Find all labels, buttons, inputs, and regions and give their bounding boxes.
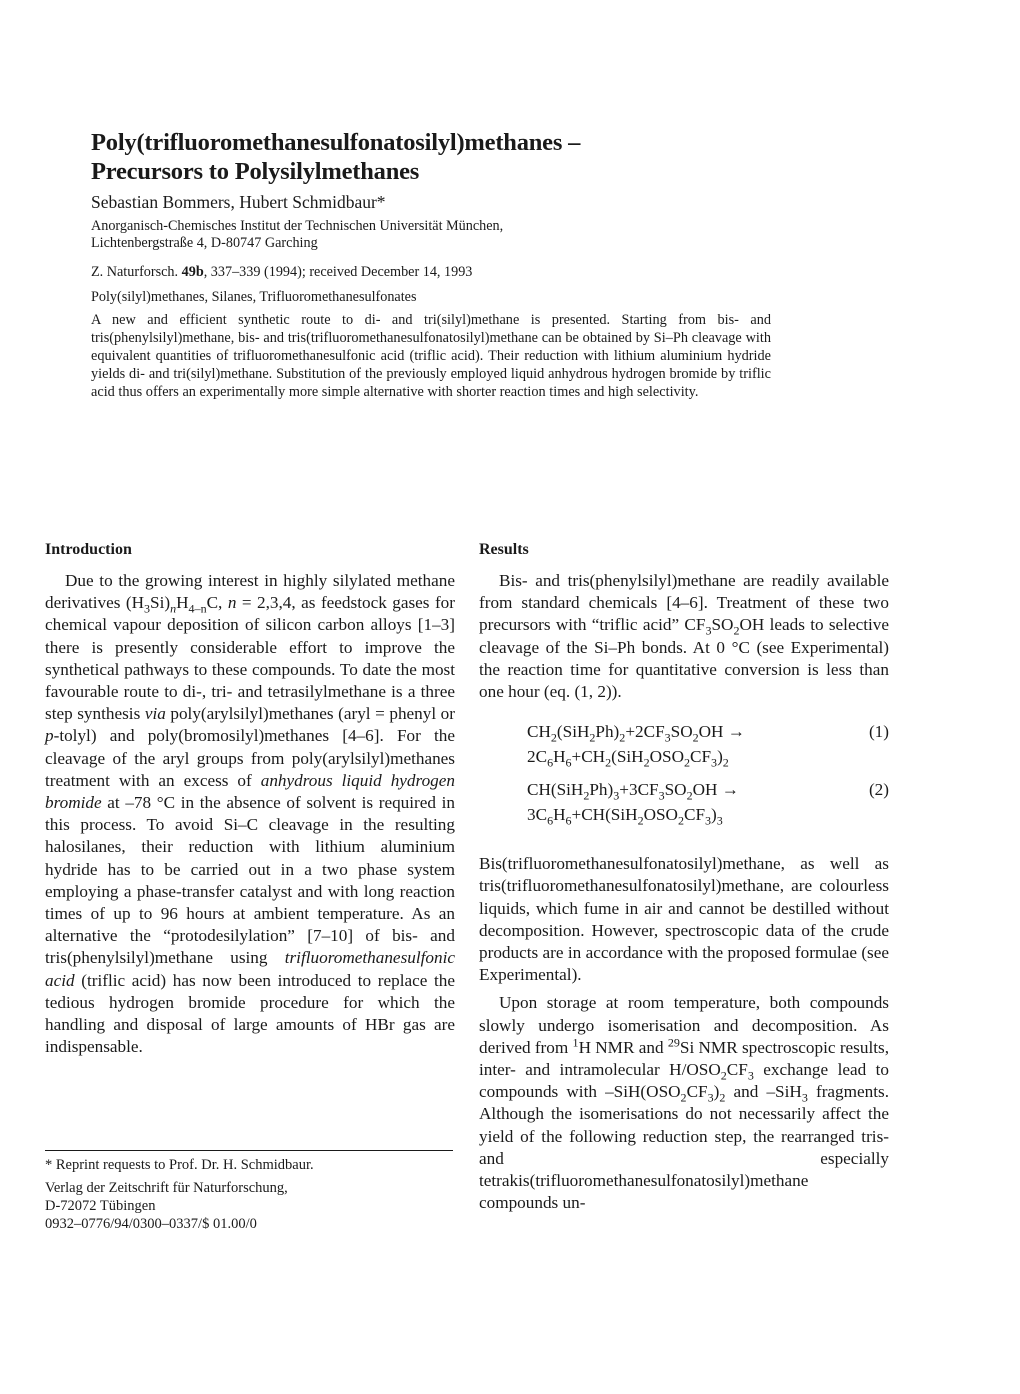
intro-text-6: poly(arylsilyl)methanes (aryl = phenyl or (165, 704, 455, 724)
intro-text-1: Due to the growing interest in highly silylated methane derivatives (H (45, 571, 455, 613)
results-column (479, 540, 889, 1214)
results-p3-d: CF (726, 1060, 748, 1080)
abstract: A new and efficient synthetic route to di- and tri(silyl)methane is presented. Starting from bis- and tris(phenylsilyl)methane, bis- and tris(trifluoromethanesulfonatosilyl)methane can be obtained by Si–Ph cleavage with equivalent quantities of trifluoromethanesulfonic acid (triflic acid). Their reduction with lithium aluminium hydride yields di- and tri(silyl)methane. Substitution of the previously employed liquid anhydrous hydrogen bromide by triflic acid thus offers an experimentally more simple alternative with shorter reaction times and high selectivity. (91, 312, 771, 400)
results-text-1: Bis- and tris(phenylsilyl)methane are readily available from standard chemicals [4–6]. Treatment of these two precursors with “triflic acid” CF (479, 571, 889, 635)
title-line-2: Precursors to Polysilylmethanes (91, 158, 420, 185)
citation-volume: 49b (181, 264, 204, 280)
results-p3-f: CF (686, 1082, 708, 1102)
intro-italic-via: via (144, 704, 166, 724)
introduction-heading: Introduction (45, 541, 132, 558)
footnote-publisher-1: Verlag der Zeitschrift für Naturforschung, (45, 1180, 288, 1196)
footnote-rule (45, 1150, 453, 1151)
results-p3-sub3b: 3 (707, 1090, 714, 1105)
intro-text-3: H (176, 593, 189, 613)
intro-sub-n-italic: n (170, 601, 177, 616)
results-p3-sub2a: 2 (720, 1068, 727, 1083)
intro-italic-n: n (227, 593, 237, 613)
intro-sub-3: 3 (144, 601, 151, 616)
results-p3-sub3c: 3 (801, 1090, 808, 1105)
affiliation (91, 218, 503, 252)
eq2-lhs-formula: $CH(SiH_2Ph)_3+3CF_3SO_2OH$ → (527, 780, 739, 803)
results-text-3: OH leads to selective cleavage of the Si–Ph bonds. At 0 °C (see Experimental) the reaction time for quantitative conversion is less than one hour (eq. (1, 2)). (479, 615, 889, 702)
footnote-publisher-2: D-72072 Tübingen (45, 1198, 156, 1214)
results-p3-a: Upon storage at room temperature, both compounds slowly undergo isomerisation and decomposition. As derived from (479, 993, 889, 1057)
results-p3-b: H NMR and (578, 1037, 668, 1057)
title-line-1: Poly(trifluoromethanesulfonatosilyl)methanes – (91, 129, 581, 156)
footnote-code: 0932–0776/94/0300–0337/$ 01.00/0 (45, 1216, 257, 1232)
authors: Sebastian Bommers, Hubert Schmidbaur* (91, 192, 386, 212)
results-p3-e: exchange lead to compounds with –SiH(OSO (479, 1060, 889, 1102)
intro-italic-p: p (45, 726, 54, 746)
intro-italic-tfa: trifluoromethanesulfonic acid (45, 948, 455, 990)
equation-2-number: (2) (868, 780, 889, 800)
results-p3-i: fragments. Although the isomerisations do not necessarily affect the yield of the following reduction step, the rearranged tris- and especially tetrakis(trifluoromethanesulfonatosilyl)methane compounds un- (479, 1082, 889, 1213)
results-sub-2: 2 (733, 623, 740, 638)
results-paragraph-3 (479, 992, 889, 1214)
equation-block (479, 721, 889, 829)
results-p3-h: and –SiH (725, 1082, 802, 1102)
footnote-reprint: * Reprint requests to Prof. Dr. H. Schmidbaur. (45, 1157, 314, 1173)
keywords: Poly(silyl)methanes, Silanes, Trifluoromethanesulfonates (91, 289, 417, 305)
eq1-rhs-formula: $2C_6H_6+CH_2(SiH_2OSO_2CF_3)_2$ (527, 747, 729, 770)
results-p3-g: ) (713, 1082, 720, 1102)
intro-text-8: at –78 °C in the absence of solvent is required in this process. To avoid Si–C cleavage in the resulting halosilanes, their reduction with lithium aluminium hydride has to be carried out in a two phase system employing a phase-transfer catalyst and with long reaction times of up to 96 hours at ambient temperature. As an alternative the “protodesilylation” [7–10] of bis- and tris(phenylsilyl)methane using (45, 793, 455, 968)
eq1-lhs-formula: $CH_2(SiH_2Ph)_2+2CF_3SO_2OH$ → (527, 722, 745, 745)
equation-1-number: (1) (868, 722, 889, 742)
results-heading: Results (479, 541, 529, 558)
footnote (45, 1156, 465, 1233)
equation-1-lhs (479, 721, 889, 746)
affiliation-line-1: Anorganisch-Chemisches Institut der Technischen Universität München, (91, 218, 504, 234)
results-p3-sub2b: 2 (680, 1090, 687, 1105)
introduction-paragraph (45, 570, 455, 1058)
intro-text-5: = 2,3,4, as feedstock gases for chemical vapour deposition of silicon carbon alloys [1–3] there is presently considerable effort to improve the synthetical pathways to these compounds. To date the most favourable route to di-, tri- and tetrasilylmethane is a three step synthesis (45, 593, 456, 724)
results-p3-sub3a: 3 (747, 1068, 754, 1083)
results-text-2: SO (711, 615, 734, 635)
intro-text-7: -tolyl) and poly(bromosilyl)methanes [4–6]. For the cleavage of the aryl groups from poly(arylsilyl)methanes treatment with an excess of (45, 726, 455, 790)
results-p3-c: Si NMR spectroscopic results, inter- and intramolecular H/OSO (479, 1037, 889, 1080)
intro-sub-4n: 4–n (188, 601, 207, 616)
equation-1-rhs (479, 746, 889, 771)
results-p3-sub2c: 2 (719, 1090, 726, 1105)
results-paragraph-1 (479, 570, 889, 703)
equation-2-lhs (479, 779, 889, 804)
affiliation-line-2: Lichtenbergstraße 4, D-80747 Garching (91, 235, 318, 251)
article-title (91, 128, 791, 186)
citation-journal: Z. Naturforsch. (91, 264, 182, 280)
citation-details: , 337–339 (1994); received December 14, 1993 (203, 264, 473, 280)
intro-italic-ahb: anhydrous liquid hydrogen bromide (45, 770, 455, 813)
introduction-column (45, 540, 455, 1058)
results-sub-3: 3 (705, 623, 712, 638)
results-sup-29: 29 (667, 1035, 680, 1050)
intro-text-4: C, (206, 593, 228, 613)
results-paragraph-2: Bis(trifluoromethanesulfonatosilyl)methane, as well as tris(trifluoromethanesulfonatosilyl)methane, are colourless liquids, which fume in air and cannot be destilled without decomposition. However, spectroscopic data of the crude products are in accordance with the proposed formulae (see Experimental). (479, 854, 889, 985)
results-sup-1: 1 (572, 1035, 579, 1050)
intro-text-2: Si) (150, 593, 171, 613)
equation-2-rhs (479, 804, 889, 829)
eq2-rhs-formula: $3C_6H_6+CH(SiH_2OSO_2CF_3)_3$ (527, 805, 723, 828)
citation (91, 263, 472, 281)
intro-text-9: (triflic acid) has now been introduced to replace the tedious hydrogen bromide procedure for which the handling and disposal of large amounts of HBr gas are indispensable. (45, 970, 455, 1057)
